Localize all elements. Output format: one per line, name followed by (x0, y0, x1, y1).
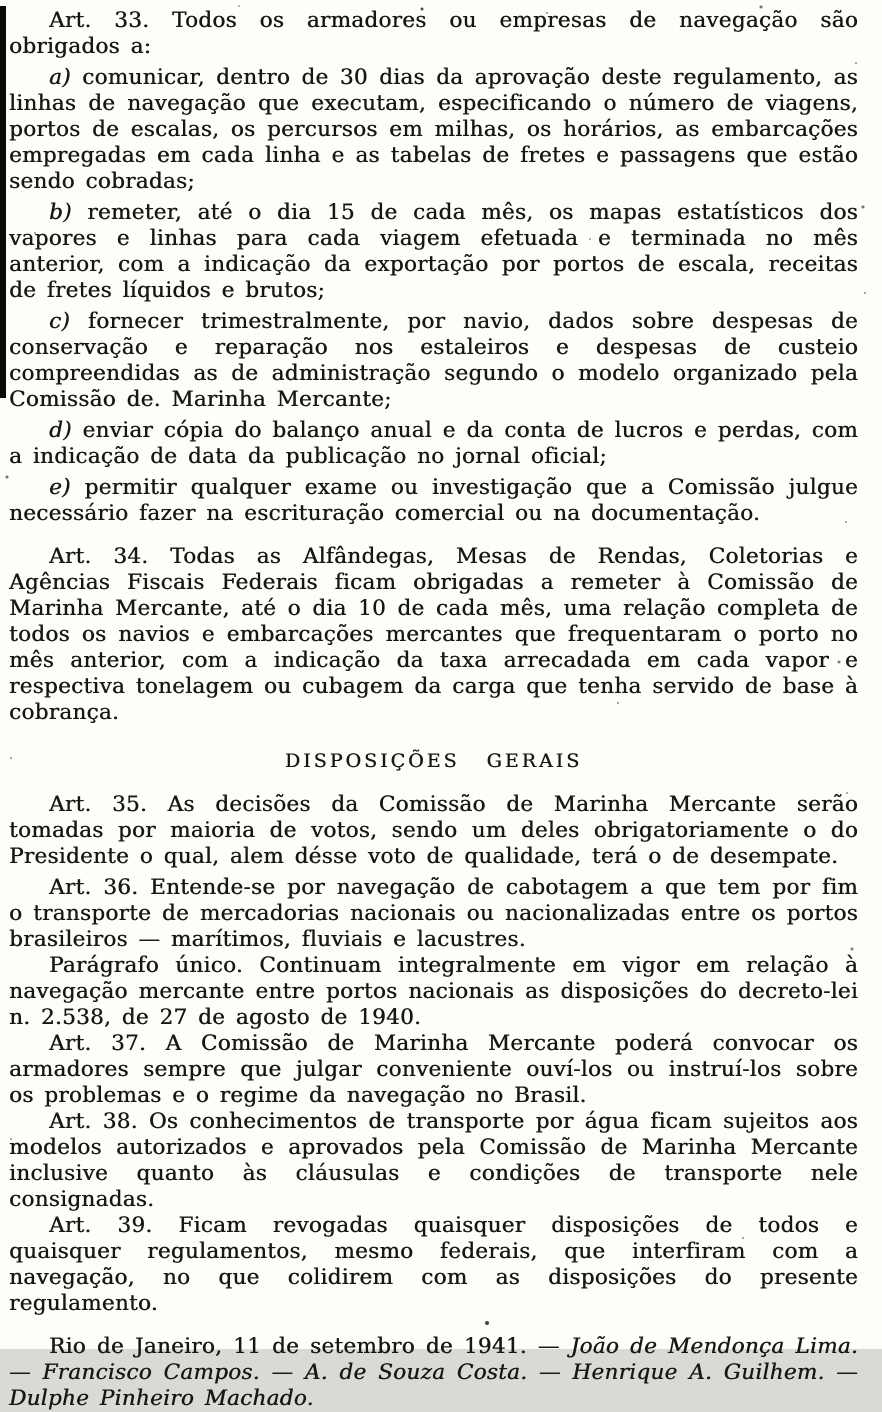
item-d (9, 418, 858, 470)
signature-line-text-8: — (824, 1360, 858, 1385)
article-38 (9, 1109, 858, 1213)
item-b-text-1: remeter, até o dia 15 de cada mês, os mapas estatísticos dos vapores e linhas para cada viagem efetuada e terminada no mês anterior, com a indicação da exportação por portos de escala, receitas de fretes líquidos e brutos; (9, 200, 858, 303)
signature-line-text-0: Rio de Janeiro, 11 de setembro de 1941. — (49, 1334, 571, 1359)
item-e-text-0: e) (49, 475, 71, 500)
article-39 (9, 1213, 858, 1317)
article-37-text-0: Art. 37. A Comissão de Marinha Mercante poderá convocar os armadores sempre que julgar conveniente ouví-los ou instruí-los sobre os problemas e o regime da navegação no Brasil. (9, 1031, 858, 1108)
paragrafo-unico-text-0: Parágrafo único. Continuam integralmente em vigor em relação à navegação mercante entre portos nacionais as disposições do decreto-lei n. 2.538, de 27 de agosto de 1940. (9, 953, 858, 1030)
signature-line-text-2: — (9, 1360, 43, 1385)
item-d-text-1: enviar cópia do balanço anual e da conta de lucros e perdas, com a indicação de data da publicação no jornal oficial; (9, 418, 858, 469)
scan-noise-specks (0, 0, 2, 2)
article-35-text-0: Art. 35. As decisões da Comissão de Marinha Mercante serão tomadas por maioria de votos, sendo um deles obrigatoriamente o do Presidente o qual, alem désse voto de qualidade, terá o de desempate. (9, 792, 858, 869)
article-35 (9, 792, 858, 870)
signature-line-text-5: A. de Souza Costa. (304, 1360, 528, 1385)
signature-line-text-9: Dulphe Pinheiro Machado. (9, 1386, 314, 1411)
article-37 (9, 1031, 858, 1109)
article-36 (9, 875, 858, 953)
item-c-text-1: fornecer trimestralmente, por navio, dados sobre despesas de conservação e reparação nos estaleiros e despesas de custeio compreendidas as de administração segundo o modelo organizado pela Comissão de. Marinha Mercante; (9, 309, 858, 412)
item-e-text-1: permitir qualquer exame ou investigação que a Comissão julgue necessário fazer na escrituração comercial ou na documentação. (9, 475, 858, 526)
item-a-text-0: a) (49, 65, 71, 90)
signature-line-text-3: Francisco Campos. (42, 1360, 260, 1385)
item-e (9, 475, 858, 527)
article-33-intro (9, 8, 858, 60)
item-a (9, 65, 858, 195)
section-heading-disposicoes-gerais-text-0: DISPOSIÇÕES GERAIS (284, 750, 583, 772)
item-b (9, 200, 858, 304)
document-body (9, 8, 858, 1412)
signature-line-text-1: João de Mendonça Lima. (570, 1334, 859, 1359)
article-34 (9, 544, 858, 726)
signature-line (9, 1334, 858, 1412)
scan-edge-artifact (0, 6, 6, 398)
item-d-text-0: d) (49, 418, 72, 443)
item-c (9, 309, 858, 413)
article-33-intro-text-0: Art. 33. Todos os armadores ou empresas de navegação são obrigados a: (9, 8, 858, 59)
item-b-text-0: b) (49, 200, 72, 225)
article-39-text-0: Art. 39. Ficam revogadas quaisquer disposições de todos e quaisquer regulamentos, mesmo federais, que interfiram com a navegação, no que colidirem com as disposições do presente regulamento. (9, 1213, 858, 1316)
item-c-text-0: c) (49, 309, 71, 334)
article-36-text-0: Art. 36. Entende-se por navegação de cabotagem a que tem por fim o transporte de mercadorias nacionais ou nacionalizadas entre os portos brasileiros — marítimos, fluviais e lacustres. (9, 875, 858, 952)
signature-line-text-6: — (527, 1360, 573, 1385)
signature-line-text-7: Henrique A. Guilhem. (572, 1360, 825, 1385)
article-34-text-0: Art. 34. Todas as Alfândegas, Mesas de Rendas, Coletorias e Agências Fiscais Federais ficam obrigadas a remeter à Comissão de Marinha Mercante, até o dia 10 de cada mês, uma relação completa de todos os navios e embarcações mercantes que frequentaram o porto no mês anterior, com a indicação da taxa arrecadada em cada vapor e respectiva tonelagem ou cubagem da carga que tenha servido de base à cobrança. (9, 544, 858, 725)
signature-line-text-4: — (259, 1360, 305, 1385)
item-a-text-1: comunicar, dentro de 30 dias da aprovação deste regulamento, as linhas de navegação que executam, especificando o número de viagens, portos de escalas, os percursos em milhas, os horários, as embarcações empregadas em cada linha e as tabelas de fretes e passagens que estão sendo cobradas; (9, 65, 858, 194)
paragrafo-unico (9, 953, 858, 1031)
article-38-text-0: Art. 38. Os conhecimentos de transporte por água ficam sujeitos aos modelos autorizados e aprovados pela Comissão de Marinha Mercante inclusive quanto às cláusulas e condições de transporte nele consignadas. (9, 1109, 858, 1212)
section-heading-disposicoes-gerais (9, 749, 858, 773)
